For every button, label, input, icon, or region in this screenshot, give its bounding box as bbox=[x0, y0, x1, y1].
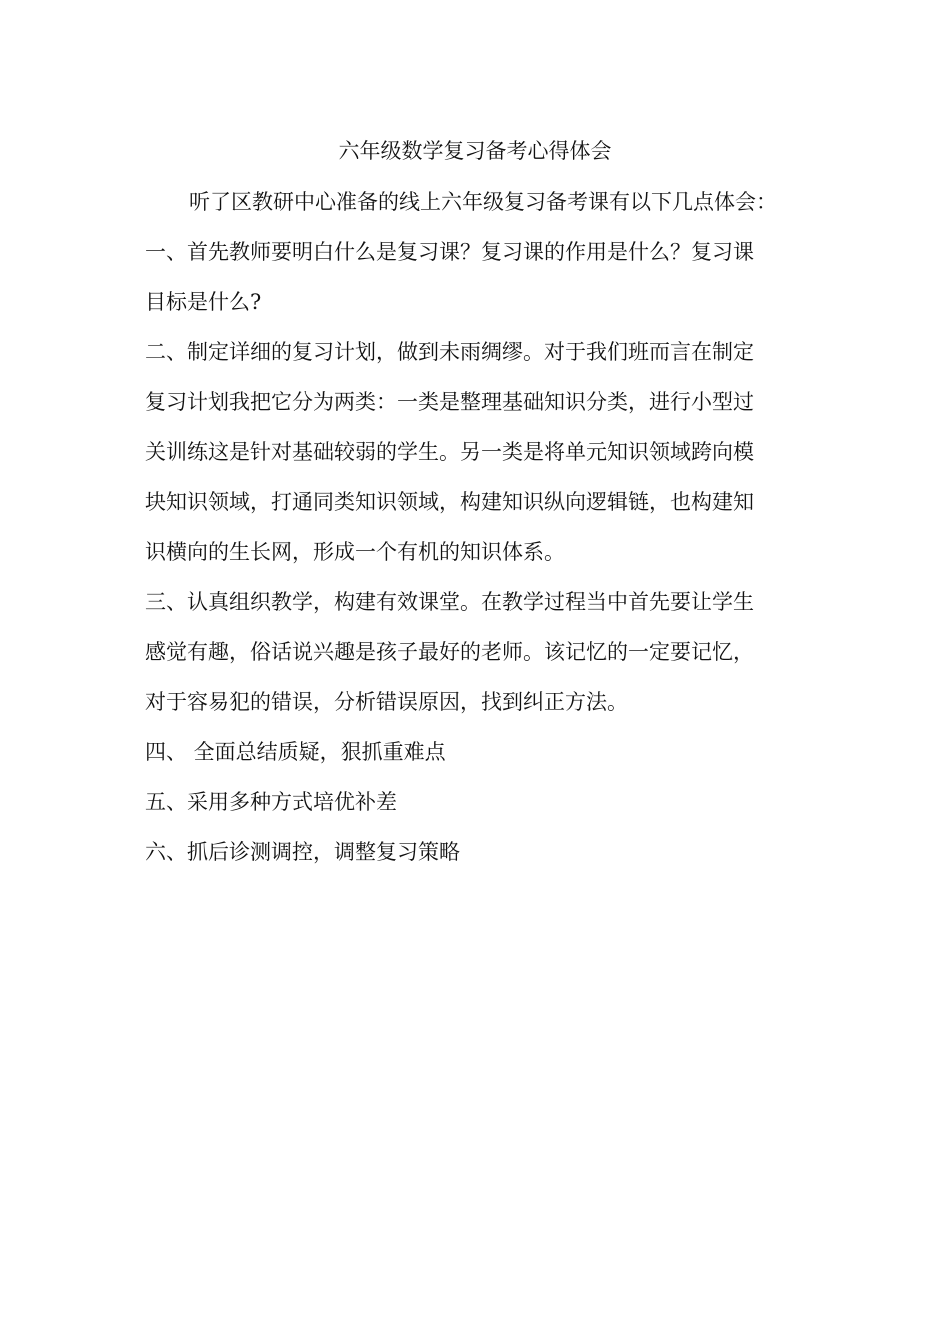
document-body bbox=[145, 184, 807, 884]
point-3-line-1: 三、认真组织教学，构建有效课堂。在教学过程当中首先要让学生 bbox=[145, 590, 754, 614]
point-1-line-2: 目标是什么? bbox=[145, 290, 262, 314]
point-6-line: 六、抓后诊测调控，调整复习策略 bbox=[145, 840, 460, 864]
point-1-line-1: 一、首先教师要明白什么是复习课？复习课的作用是什么？复习课 bbox=[145, 240, 754, 264]
point-2-line-3: 关训练这是针对基础较弱的学生。另一类是将单元知识领域跨向模 bbox=[145, 440, 754, 464]
point-5-line: 五、采用多种方式培优补差 bbox=[145, 790, 397, 814]
point-3-line-2: 感觉有趣，俗话说兴趣是孩子最好的老师。该记忆的一定要记忆， bbox=[145, 640, 754, 664]
intro-line: 听了区教研中心准备的线上六年级复习备考课有以下几点体会： bbox=[189, 190, 777, 214]
point-4-line: 四、 全面总结质疑，狠抓重难点 bbox=[145, 740, 446, 764]
point-3-line-3: 对于容易犯的错误，分析错误原因，找到纠正方法。 bbox=[145, 690, 628, 714]
document-title: 六年级数学复习备考心得体会 bbox=[338, 139, 612, 163]
point-2-line-4: 块知识领域，打通同类知识领域，构建知识纵向逻辑链，也构建知 bbox=[145, 490, 754, 514]
point-2-line-5: 识横向的生长网，形成一个有机的知识体系。 bbox=[145, 540, 565, 564]
point-2-line-1: 二、制定详细的复习计划，做到未雨绸缪。对于我们班而言在制定 bbox=[145, 340, 754, 364]
point-2-line-2: 复习计划我把它分为两类：一类是整理基础知识分类，进行小型过 bbox=[145, 390, 754, 414]
